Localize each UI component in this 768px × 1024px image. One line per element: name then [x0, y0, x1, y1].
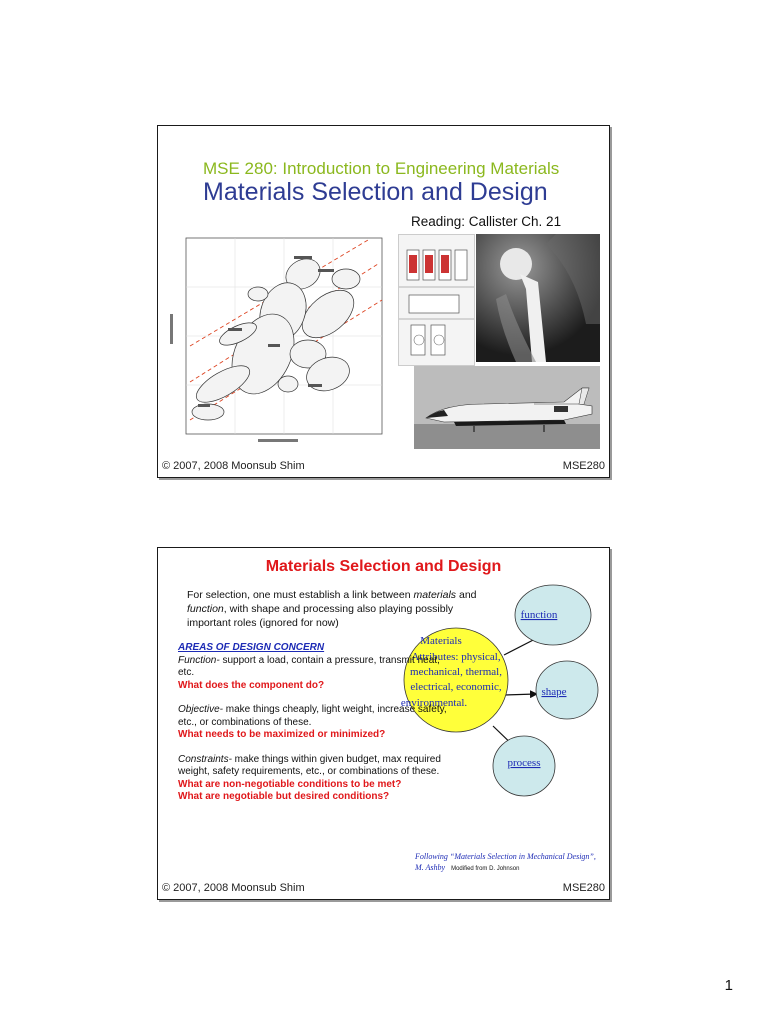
footer-copyright: © 2007, 2008 Moonsub Shim [162, 460, 305, 472]
function-question: What does the component do? [178, 679, 325, 691]
page-number: 1 [724, 977, 733, 994]
objective-item: Objective- make things cheaply, light weight, increase safety, etc., or combinations of these. [178, 704, 447, 728]
materials-attr-line-4: environmental. [400, 697, 468, 709]
objective-question: What needs to be maximized or minimized? [178, 729, 386, 740]
space-shuttle-photo [414, 366, 600, 449]
areas-heading: AREAS OF DESIGN CONCERN [178, 642, 325, 653]
materials-attr-line-1: Attributes: physical, [411, 651, 501, 663]
process-node-label: process [507, 757, 541, 769]
constraints-question-1: What are non-negotiable conditions to be met? [178, 778, 402, 790]
constraints-item: Constraints- make things within given budget, max required weight, safety requirements, etc., or combinations of these. [178, 753, 441, 777]
citation: Following “Materials Selection in Mechanical Design”, M. Ashby Modified from D. Johnson [415, 852, 596, 872]
hip-implant-xray-figure [476, 234, 600, 362]
modified-note: Modified from D. Johnson [451, 866, 520, 872]
course-title: MSE 280: Introduction to Engineering Materials [203, 159, 560, 178]
footer-course-code: MSE280 [562, 882, 605, 894]
reading-reference: Reading: Callister Ch. 21 [411, 214, 562, 229]
ashby-chart-figure [168, 234, 392, 448]
function-node-label: function [520, 609, 558, 621]
footer-copyright: © 2007, 2008 Moonsub Shim [162, 882, 305, 894]
intro-text: For selection, one must establish a link between materials and function, with shape and processing also playing possibly important roles (ignored for now) [187, 589, 477, 629]
shape-node-label: shape [541, 686, 567, 698]
materials-node-title: Materials [420, 635, 462, 647]
arrow-to-shape [504, 694, 536, 695]
slide-title: Materials Selection and Design [203, 178, 548, 206]
engine-cutaway-figure [398, 234, 475, 366]
slide-1 [157, 125, 610, 478]
footer-course-code: MSE280 [562, 460, 605, 472]
constraints-question-2: What are negotiable but desired conditions? [178, 791, 390, 802]
function-item: Function- support a load, contain a pressure, transmit heat, etc. [178, 654, 440, 678]
design-concern-list [178, 642, 458, 804]
slide-2 [157, 547, 610, 900]
materials-attr-line-3: electrical, economic, [410, 681, 502, 693]
materials-attr-line-2: mechanical, thermal, [410, 666, 502, 678]
slide-title: Materials Selection and Design [265, 558, 502, 575]
